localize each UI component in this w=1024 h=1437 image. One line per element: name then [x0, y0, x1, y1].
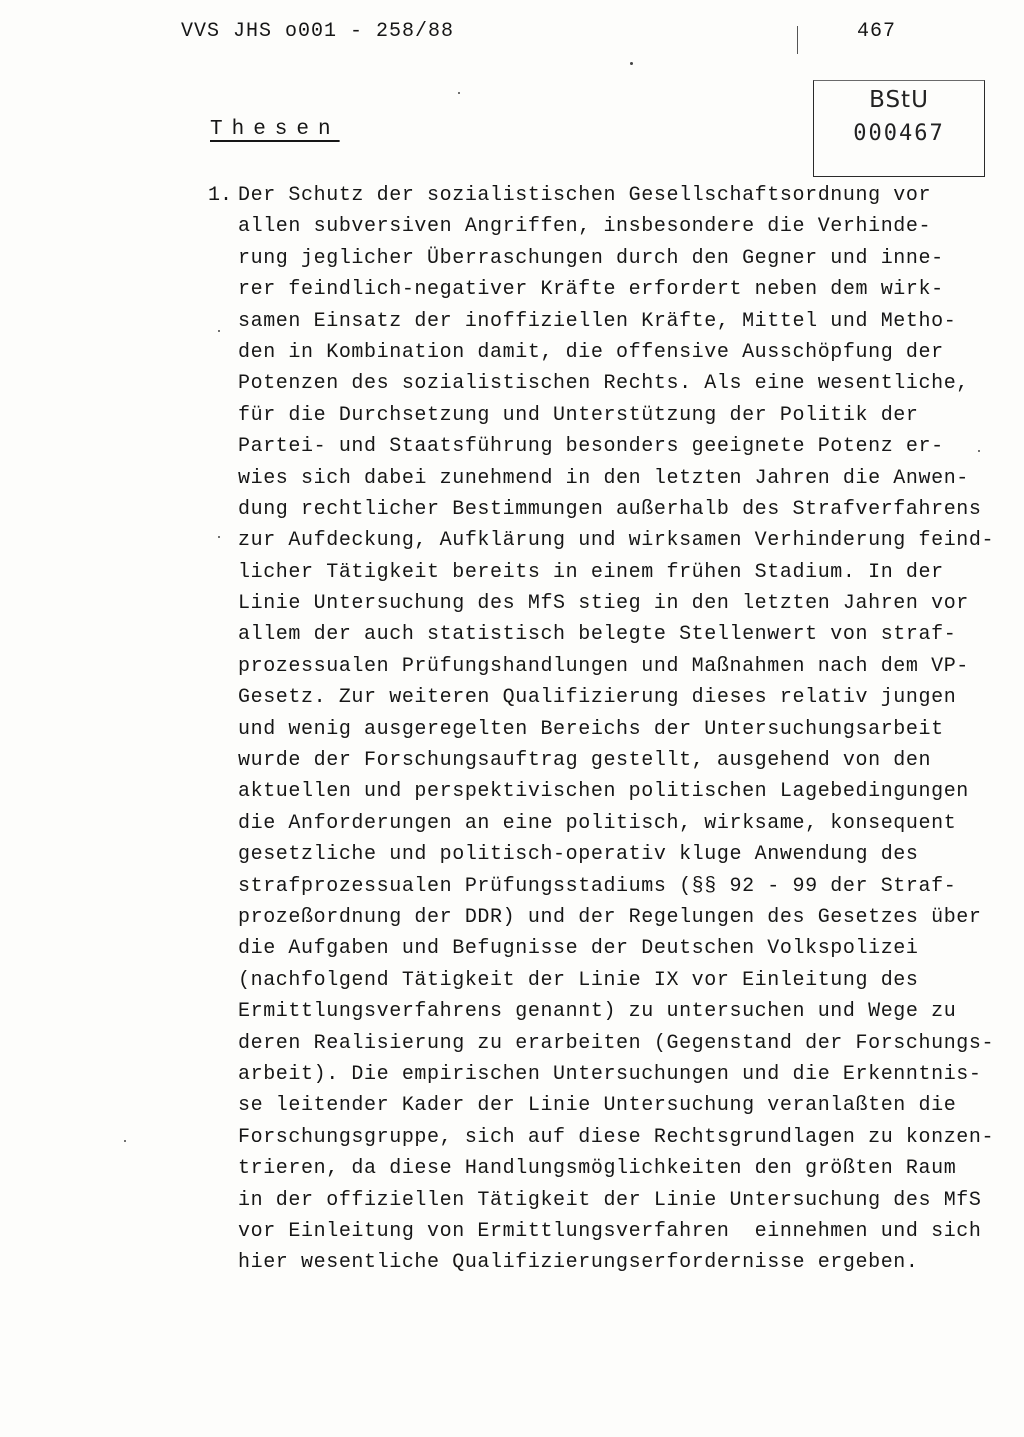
text-line: in der offiziellen Tätigkeit der Linie Untersuchung des MfS — [238, 1188, 982, 1212]
scan-speck — [218, 536, 220, 538]
scan-speck — [630, 62, 633, 65]
scan-speck — [218, 330, 220, 332]
text-line: die Anforderungen an eine politisch, wirksame, konsequent — [238, 811, 957, 835]
text-line: (nachfolgend Tätigkeit der Linie IX vor Einleitung des — [238, 968, 919, 992]
thesis-text — [238, 180, 998, 1279]
text-line: allem der auch statistisch belegte Stellenwert von straf- — [238, 623, 957, 647]
stamp-label: BStU — [869, 87, 929, 113]
margin-mark — [797, 26, 798, 54]
text-line: Gesetz. Zur weiteren Qualifizierung dieses relativ jungen — [238, 686, 957, 710]
text-line: prozessualen Prüfungshandlungen und Maßnahmen nach dem VP- — [238, 654, 969, 678]
text-line: arbeit). Die empirischen Untersuchungen und die Erkenntnis- — [238, 1062, 982, 1086]
text-line: und wenig ausgeregelten Bereichs der Untersuchungsarbeit — [238, 717, 944, 741]
text-line: Potenzen des sozialistischen Rechts. Als eine wesentliche, — [238, 372, 969, 396]
page-number: 467 — [857, 20, 897, 43]
item-number: 1. — [208, 184, 233, 207]
text-line: Forschungsgruppe, sich auf diese Rechtsgrundlagen zu konzen- — [238, 1125, 995, 1149]
text-line: strafprozessualen Prüfungsstadiums (§§ 92 - 99 der Straf- — [238, 874, 957, 898]
text-line: trieren, da diese Handlungsmöglichkeiten den größten Raum — [238, 1157, 957, 1181]
scan-speck — [978, 450, 980, 452]
scan-speck — [124, 1140, 126, 1142]
text-line: licher Tätigkeit bereits in einem frühen Stadium. In der — [238, 560, 944, 584]
text-line: den in Kombination damit, die offensive Ausschöpfung der — [238, 340, 944, 364]
text-line: prozeßordnung der DDR) und der Regelungen des Gesetzes über — [238, 905, 982, 929]
text-line: die Aufgaben und Befugnisse der Deutschen Volkspolizei — [238, 937, 919, 961]
text-line: rer feindlich-negativer Kräfte erfordert neben dem wirk- — [238, 278, 944, 302]
text-line: für die Durchsetzung und Unterstützung der Politik der — [238, 403, 919, 427]
text-line: wurde der Forschungsauftrag gestellt, ausgehend von den — [238, 749, 932, 773]
text-line: Partei- und Staatsführung besonders geeignete Potenz er- — [238, 435, 944, 459]
text-line: gesetzliche und politisch-operativ kluge Anwendung des — [238, 843, 919, 867]
text-line: vor Einleitung von Ermittlungsverfahren einnehmen und sich — [238, 1219, 982, 1243]
text-line: Linie Untersuchung des MfS stieg in den letzten Jahren vor — [238, 592, 969, 616]
text-line: zur Aufdeckung, Aufklärung und wirksamen Verhinderung feind- — [238, 529, 995, 553]
section-heading: Thesen — [210, 118, 340, 141]
archive-stamp — [813, 80, 985, 177]
text-line: allen subversiven Angriffen, insbesondere die Verhinde- — [238, 215, 932, 239]
text-line: se leitender Kader der Linie Untersuchung veranlaßten die — [238, 1094, 957, 1118]
stamp-number: 000467 — [853, 121, 945, 146]
text-line: deren Realisierung zu erarbeiten (Gegenstand der Forschungs- — [238, 1031, 995, 1055]
document-reference: VVS JHS o001 - 258/88 — [181, 20, 455, 43]
text-line: hier wesentliche Qualifizierungserfordernisse ergeben. — [238, 1251, 919, 1275]
scan-speck — [458, 92, 460, 94]
text-line: samen Einsatz der inoffiziellen Kräfte, Mittel und Metho- — [238, 309, 957, 333]
text-line: Ermittlungsverfahrens genannt) zu untersuchen und Wege zu — [238, 1000, 957, 1024]
text-line: Der Schutz der sozialistischen Gesellschaftsordnung vor — [238, 184, 932, 207]
text-line: wies sich dabei zunehmend in den letzten Jahren die Anwen- — [238, 466, 969, 490]
text-line: dung rechtlicher Bestimmungen außerhalb des Strafverfahrens — [238, 497, 982, 521]
text-line: aktuellen und perspektivischen politischen Lagebedingungen — [238, 780, 969, 804]
text-line: rung jeglicher Überraschungen durch den Gegner und inne- — [238, 246, 944, 270]
